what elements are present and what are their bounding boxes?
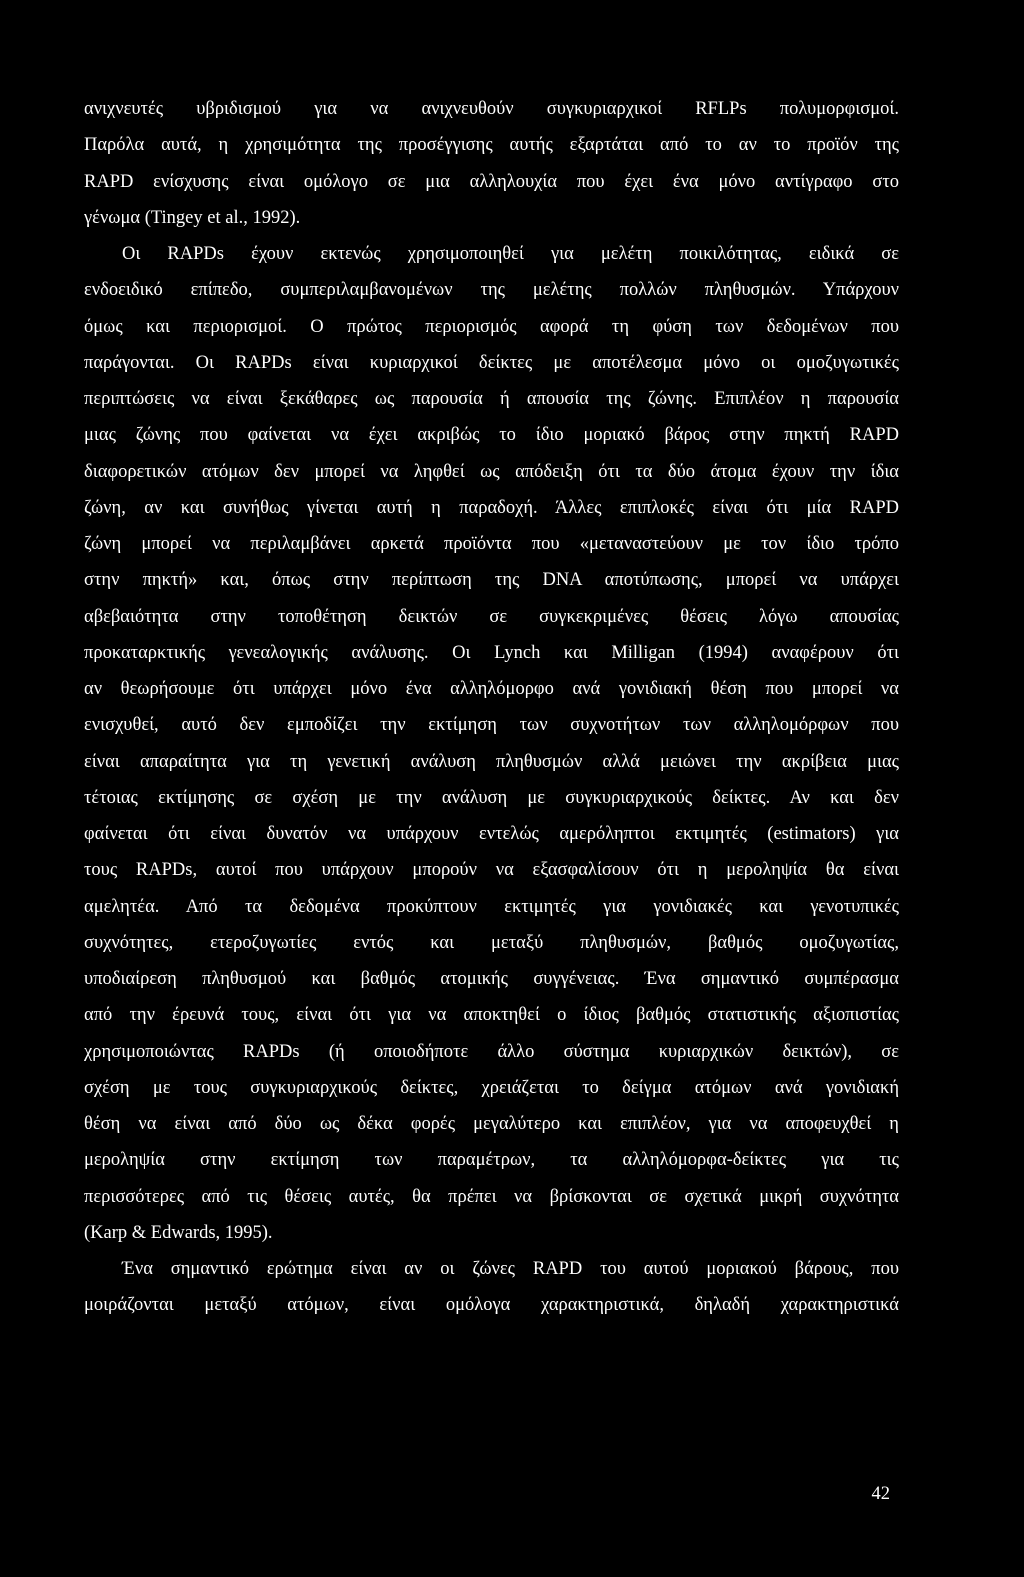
body-text xyxy=(84,91,899,1324)
text-line: ενισχυθεί, αυτό δεν εμποδίζει την εκτίμηση των συχνοτήτων των αλληλομόρφων που xyxy=(84,715,899,736)
text-line: σχέση με τους συγκυριαρχικούς δείκτες, χρειάζεται το δείγμα ατόμων ανά γονιδιακή xyxy=(84,1077,899,1098)
text-line: μοιράζονται μεταξύ ατόμων, είναι ομόλογα χαρακτηριστικά, δηλαδή χαρακτηριστικά xyxy=(84,1295,899,1316)
text-line: τους RAPDs, αυτοί που υπάρχουν μπορούν να εξασφαλίσουν ότι η μεροληψία θα είναι xyxy=(84,860,899,881)
text-line: ενδοειδικό επίπεδο, συμπεριλαμβανομένων της μελέτης πολλών πληθυσμών. Υπάρχουν xyxy=(84,280,899,301)
text-line: προκαταρκτικής γενεαλογικής ανάλυσης. Οι Lynch και Milligan (1994) αναφέρουν ότι xyxy=(84,642,899,663)
text-line: περιπτώσεις να είναι ξεκάθαρες ως παρουσία ή απουσία της ζώνης. Επιπλέον η παρουσία xyxy=(84,389,899,409)
text-line: τέτοιας εκτίμησης σε σχέση με την ανάλυση με συγκυριαρχικούς δείκτες. Αν και δεν xyxy=(84,787,899,808)
text-line: Ένα σημαντικό ερώτημα είναι αν οι ζώνες RAPD του αυτού μοριακού βάρους, που xyxy=(122,1259,899,1279)
text-line: αβεβαιότητα στην τοποθέτηση δεικτών σε συγκεκριμένες θέσεις λόγω απουσίας xyxy=(84,606,899,627)
text-line: χρησιμοποιώντας RAPDs (ή οποιοδήποτε άλλο σύστημα κυριαρχικών δεικτών), σε xyxy=(84,1041,899,1062)
text-line: αμελητέα. Από τα δεδομένα προκύπτουν εκτιμητές για γονιδιακές και γενοτυπικές xyxy=(84,896,899,917)
text-line: συχνότητες, ετεροζυγωτίες εντός και μεταξύ πληθυσμών, βαθμός ομοζυγωτίας, xyxy=(84,932,899,953)
text-line: RAPD ενίσχυσης είναι ομόλογο σε μια αλληλουχία που έχει ένα μόνο αντίγραφο στο xyxy=(84,171,899,192)
text-line: φαίνεται ότι είναι δυνατόν να υπάρχουν εντελώς αμερόληπτοι εκτιμητές (estimators) για xyxy=(84,824,899,844)
text-line: στην πηκτή» και, όπως στην περίπτωση της DNA αποτύπωσης, μπορεί να υπάρχει xyxy=(84,570,899,591)
text-line: όμως και περιορισμοί. Ο πρώτος περιορισμός αφορά τη φύση των δεδομένων που xyxy=(84,316,899,337)
text-line: διαφορετικών ατόμων δεν μπορεί να ληφθεί ως απόδειξη ότι τα δύο άτομα έχουν την ίδια xyxy=(84,461,899,482)
text-line: μεροληψία στην εκτίμηση των παραμέτρων, τα αλληλόμορφα-δείκτες για τις xyxy=(84,1150,899,1171)
text-line: θέση να είναι από δύο ως δέκα φορές μεγαλύτερο και επιπλέον, για να αποφευχθεί η xyxy=(84,1114,899,1134)
page-number: 42 xyxy=(871,1484,890,1504)
text-line: Οι RAPDs έχουν εκτενώς χρησιμοποιηθεί για μελέτη ποικιλότητας, ειδικά σε xyxy=(122,244,899,264)
text-line: περισσότερες από τις θέσεις αυτές, θα πρέπει να βρίσκονται σε σχετικά μικρή συχνότητα xyxy=(84,1186,899,1207)
text-line: παράγονται. Οι RAPDs είναι κυριαρχικοί δείκτες με αποτέλεσμα μόνο οι ομοζυγωτικές xyxy=(84,352,899,373)
text-line: (Karp & Edwards, 1995). xyxy=(84,1222,273,1243)
text-line: ζώνη, αν και συνήθως γίνεται αυτή η παραδοχή. Άλλες επιπλοκές είναι ότι μία RAPD xyxy=(84,497,899,518)
text-line: αν θεωρήσουμε ότι υπάρχει μόνο ένα αλληλόμορφο ανά γονιδιακή θέση που μπορεί να xyxy=(84,679,899,699)
text-line: γένωμα (Tingey et al., 1992). xyxy=(84,207,301,228)
text-line: από την έρευνά τους, είναι ότι για να αποκτηθεί ο ίδιος βαθμός στατιστικής αξιοπιστίας xyxy=(84,1005,899,1026)
text-line: Παρόλα αυτά, η χρησιμότητα της προσέγγισης αυτής εξαρτάται από το αν το προϊόν της xyxy=(84,135,899,156)
text-line: είναι απαραίτητα για τη γενετική ανάλυση πληθυσμών αλλά μειώνει την ακρίβεια μιας xyxy=(84,751,899,772)
text-line: ζώνη μπορεί να περιλαμβάνει αρκετά προϊόντα που «μεταναστεύουν με τον ίδιο τρόπο xyxy=(84,534,899,554)
text-line: υποδιαίρεση πληθυσμού και βαθμός ατομικής συγγένειας. Ένα σημαντικό συμπέρασμα xyxy=(84,969,899,989)
text-line: μιας ζώνης που φαίνεται να έχει ακριβώς το ίδιο μοριακό βάρος στην πηκτή RAPD xyxy=(84,425,899,446)
text-line: ανιχνευτές υβριδισμού για να ανιχνευθούν συγκυριαρχικοί RFLPs πολυμορφισμοί. xyxy=(84,99,899,119)
